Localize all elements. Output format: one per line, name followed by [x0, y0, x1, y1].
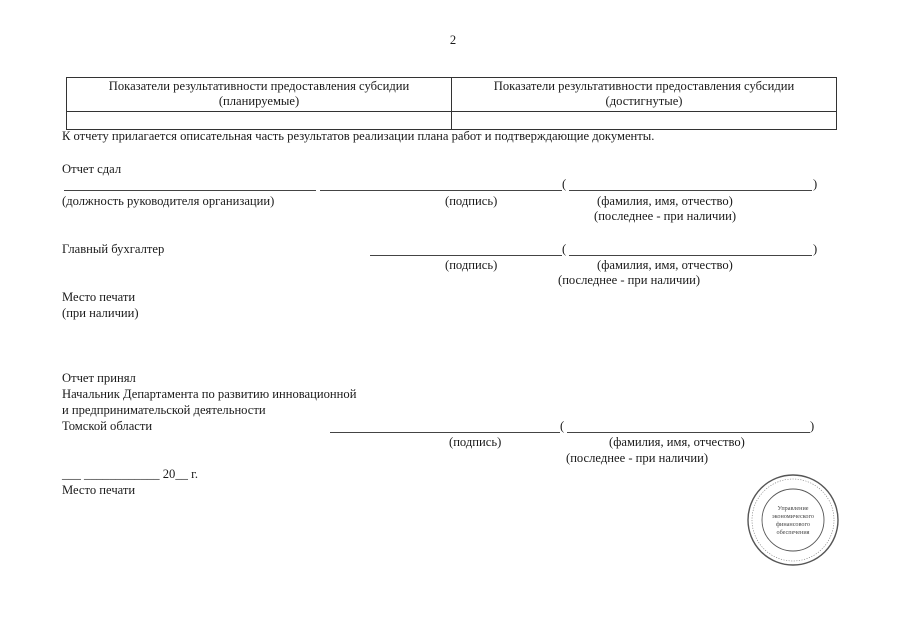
name-caption: (фамилия, имя, отчество) — [597, 258, 733, 272]
open-paren: ( — [562, 242, 567, 256]
accountant-heading: Главный бухгалтер — [62, 242, 165, 256]
signature-underline — [320, 190, 562, 191]
patronymic-caption: (последнее - при наличии) — [594, 209, 737, 223]
page-number: 2 — [449, 33, 457, 47]
planned-indicators-header: Показатели результативности предоставления субсидии (планируемые) — [67, 78, 452, 112]
stamp-text-line: экономического — [772, 513, 814, 520]
position-caption: (должность руководителя организации) — [62, 194, 275, 208]
patronymic-caption: (последнее - при наличии) — [566, 451, 709, 465]
accountant-signature-underline — [370, 255, 562, 256]
stamp-text-line: финансового — [776, 521, 810, 528]
accepted-title-line: Начальник Департамента по развитию инновационной — [62, 387, 357, 401]
accepted-signature-underline — [330, 432, 560, 433]
attachment-note: К отчету прилагается описательная часть результатов реализации плана работ и подтверждающие документы. — [62, 129, 655, 143]
results-table — [66, 77, 837, 130]
open-paren: ( — [562, 177, 567, 191]
accepted-name-underline — [567, 432, 810, 433]
patronymic-caption: (последнее - при наличии) — [558, 273, 701, 287]
seal-place-note: (при наличии) — [62, 306, 139, 320]
name-underline — [569, 190, 812, 191]
accepted-title-line: Томской области — [62, 419, 153, 433]
stamp-text-line: обеспечения — [776, 529, 810, 536]
accepted-heading: Отчет принял — [62, 371, 136, 385]
table-row — [67, 112, 837, 130]
close-paren: ) — [810, 419, 815, 433]
table-header-row — [67, 78, 837, 112]
open-paren: ( — [560, 419, 565, 433]
signature-caption: (подпись) — [449, 435, 502, 449]
seal-place-label: Место печати — [62, 290, 136, 304]
achieved-indicators-cell — [452, 112, 837, 130]
signature-caption: (подпись) — [445, 258, 498, 272]
close-paren: ) — [813, 177, 818, 191]
name-caption: (фамилия, имя, отчество) — [597, 194, 733, 208]
accountant-name-underline — [569, 255, 812, 256]
date-line: ___ ____________ 20__ г. — [62, 467, 198, 481]
achieved-indicators-header: Показатели результативности предоставления субсидии (достигнутые) — [452, 78, 837, 112]
submitted-heading: Отчет сдал — [62, 162, 122, 176]
accepted-title-line: и предпринимательской деятельности — [62, 403, 266, 417]
position-underline — [64, 190, 316, 191]
planned-indicators-cell — [67, 112, 452, 130]
signature-caption: (подпись) — [445, 194, 498, 208]
stamp-text-line: Управление — [777, 505, 809, 512]
seal-place-label: Место печати — [62, 483, 136, 497]
close-paren: ) — [813, 242, 818, 256]
round-stamp-seal — [745, 472, 841, 568]
name-caption: (фамилия, имя, отчество) — [609, 435, 745, 449]
